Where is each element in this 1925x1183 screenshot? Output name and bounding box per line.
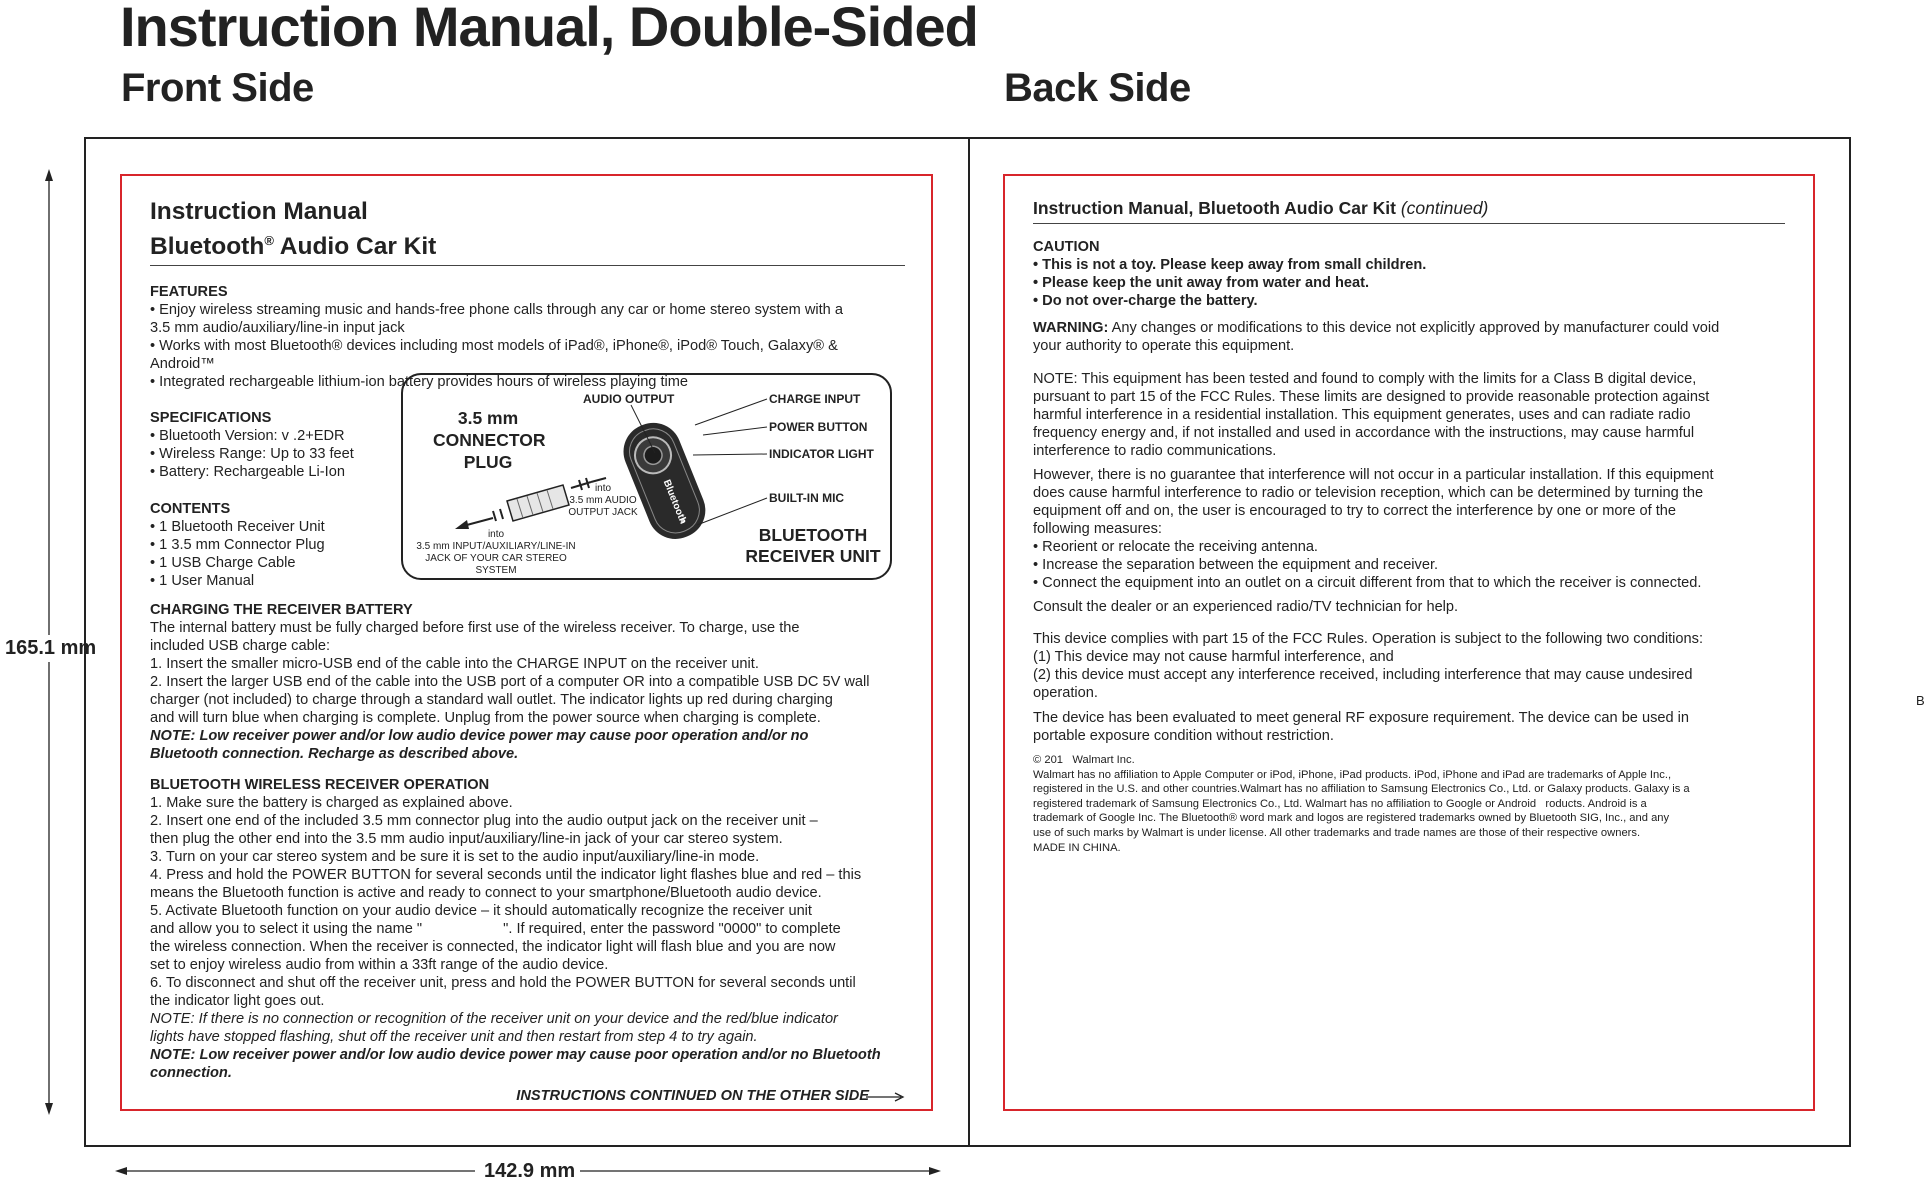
caution-line: • This is not a toy. Please keep away from small children. xyxy=(1033,257,1427,273)
feature-line: • Enjoy wireless streaming music and hands-free phone calls through any car or home stereo system with a xyxy=(150,302,843,319)
contents-heading: CONTENTS xyxy=(150,501,231,518)
operation-line: means the Bluetooth function is active and ready to connect to your smartphone/Bluetooth audio device. xyxy=(150,885,822,902)
front-content xyxy=(150,197,905,1105)
charging-note: Bluetooth connection. Recharge as described above. xyxy=(150,746,519,763)
complies-line: This device complies with part 15 of the FCC Rules. Operation is subject to the following two conditions: xyxy=(1033,631,1704,647)
warning-section xyxy=(1033,319,1785,355)
back-content xyxy=(1033,197,1785,855)
legal-line: registered in the U.S. and other countries.Walmart has no affiliation to Samsung Electronics Co., Ltd. or Galaxy products. Galaxy is a xyxy=(1033,783,1690,796)
operation-line: the indicator light goes out. xyxy=(150,993,325,1010)
contents-line: • 1 Bluetooth Receiver Unit xyxy=(150,519,325,536)
rf-line: The device has been evaluated to meet general RF exposure requirement. The device can be used in xyxy=(1033,710,1690,726)
charging-note: NOTE: Low receiver power and/or low audio device power may cause poor operation and/or no xyxy=(150,728,809,745)
feature-line: • Integrated rechargeable lithium-ion battery provides hours of wireless playing time xyxy=(150,374,689,391)
fcc-note-line: pursuant to part 15 of the FCC Rules. These limits are designed to provide reasonable protection against xyxy=(1033,389,1710,405)
however-line: However, there is no guarantee that interference will not occur in a particular installation. If this equipment xyxy=(1033,467,1714,483)
caution-section xyxy=(1033,238,1785,310)
operation-note: lights have stopped flashing, shut off the receiver unit and then restart from step 4 to try again. xyxy=(150,1029,758,1046)
operation-line: 6. To disconnect and shut off the receiver unit, press and hold the POWER BUTTON for several seconds until xyxy=(150,975,856,992)
operation-line: 3. Turn on your car stereo system and be sure it is set to the audio input/auxiliary/line-in mode. xyxy=(150,849,760,866)
continued-text: INSTRUCTIONS CONTINUED ON THE OTHER SIDE xyxy=(516,1088,869,1105)
feature-line: 3.5 mm audio/auxiliary/line-in input jack xyxy=(150,320,405,337)
charging-line: The internal battery must be fully charged before first use of the wireless receiver. To charge, use the xyxy=(150,620,800,637)
plug-label: 3.5 mm CONNECTOR PLUG xyxy=(433,408,546,472)
however-line: does cause harmful interference to radio or television reception, which can be determined by turning the xyxy=(1033,485,1704,501)
front-title-rule xyxy=(150,265,905,266)
car-jack-label: into 3.5 mm INPUT/AUXILIARY/LINE-IN JACK OF YOUR CAR STEREO SYSTEM xyxy=(416,529,576,576)
operation-line: then plug the other end into the 3.5 mm audio input/auxiliary/line-in jack of your car stereo system. xyxy=(150,831,783,848)
receiver-unit-label: BLUETOOTH RECEIVER UNIT xyxy=(745,525,881,566)
however-line: • Reorient or relocate the receiving antenna. xyxy=(1033,539,1318,555)
feature-line: • Works with most Bluetooth® devices including most models of iPad®, iPhone®, iPod® Touch, Galaxy® & Android™ xyxy=(150,338,838,373)
height-dimension-label: 165.1 mm xyxy=(5,635,96,662)
front-side-label: Front Side xyxy=(121,66,314,110)
operation-line: set to enjoy wireless audio from within a 33ft range of the audio device. xyxy=(150,957,609,974)
legal-line: MADE IN CHINA. xyxy=(1033,841,1121,854)
fcc-note-line: interference to radio communications. xyxy=(1033,443,1277,459)
charging-section xyxy=(150,601,905,763)
legal-line: use of such marks by Walmart is under license. All other trademarks and trade names are those of their respective owners. xyxy=(1033,826,1641,839)
indicator-light-label: INDICATOR LIGHT xyxy=(769,447,874,461)
operation-line: the wireless connection. When the receiver is connected, the indicator light will flash blue and you are now xyxy=(150,939,836,956)
page-title: Instruction Manual, Double-Sided xyxy=(120,0,978,58)
legal-line: trademark of Google Inc. The Bluetooth® word mark and logos are registered trademarks owned by Bluetooth SIG, Inc., and any xyxy=(1033,812,1670,825)
operation-note-bold: connection. xyxy=(150,1065,232,1082)
height-arrow-bottom xyxy=(45,1103,53,1115)
complies-line: (1) This device may not cause harmful interference, and xyxy=(1033,649,1394,665)
operation-heading: BLUETOOTH WIRELESS RECEIVER OPERATION xyxy=(150,777,490,794)
height-arrow-top xyxy=(45,169,53,181)
continued-line xyxy=(150,1087,905,1105)
rf-section xyxy=(1033,709,1785,745)
legal-line: Walmart has no affiliation to Apple Computer or iPod, iPhone, iPad products. iPod, iPhone and iPad are trademarks of Apple Inc., xyxy=(1033,768,1672,781)
operation-line: 2. Insert one end of the included 3.5 mm connector plug into the audio output jack on the receiver unit – xyxy=(150,813,818,830)
operation-line: 1. Make sure the battery is charged as explained above. xyxy=(150,795,513,812)
fcc-note-line: frequency energy and, if not installed and used in accordance with the instructions, may cause harmful xyxy=(1033,425,1695,441)
charging-line: and will turn blue when charging is complete. Unplug from the power source when charging is complete. xyxy=(150,710,821,727)
warning-text: Any changes or modifications to this device not explicitly approved by manufacturer could void xyxy=(1108,320,1720,336)
contents-section xyxy=(150,500,400,590)
contents-line: • 1 3.5 mm Connector Plug xyxy=(150,537,325,554)
built-in-mic-label: BUILT-IN MIC xyxy=(769,491,845,505)
complies-line: (2) this device must accept any interference received, including interference that may cause undesired xyxy=(1033,667,1693,683)
connector-plug-drawing xyxy=(455,478,606,529)
charging-line: included USB charge cable: xyxy=(150,638,331,655)
however-line: following measures: xyxy=(1033,521,1162,537)
warning-label: WARNING: xyxy=(1033,320,1109,336)
legal-line: registered trademark of Samsung Electronics Co., Ltd. Walmart has no affiliation to Google or Android roducts. Android is a xyxy=(1033,797,1647,810)
charging-line: 1. Insert the smaller micro-USB end of the cable into the CHARGE INPUT on the receiver unit. xyxy=(150,656,759,673)
diagram-drawing xyxy=(403,375,894,582)
caution-line: • Please keep the unit away from water and heat. xyxy=(1033,275,1370,291)
charge-input-label: CHARGE INPUT xyxy=(769,392,861,406)
contents-line: • 1 User Manual xyxy=(150,573,255,590)
operation-line: and allow you to select it using the name " ". If required, enter the password "0000" to complete xyxy=(150,921,841,938)
spec-line: • Bluetooth Version: v .2+EDR xyxy=(150,428,345,445)
width-dimension-label: 142.9 mm xyxy=(484,1160,576,1182)
audio-output-label: AUDIO OUTPUT xyxy=(583,392,675,406)
complies-section xyxy=(1033,630,1785,702)
fcc-note-line: harmful interference in a residential installation. This equipment generates, uses and can radiate radio xyxy=(1033,407,1691,423)
rf-line: portable exposure condition without restriction. xyxy=(1033,728,1334,744)
operation-section xyxy=(150,776,905,1105)
width-arrow-right xyxy=(929,1167,941,1175)
complies-line: operation. xyxy=(1033,685,1098,701)
operation-line: 4. Press and hold the POWER BUTTON for several seconds until the indicator light flashes blue and red – this xyxy=(150,867,862,884)
back-side-label: Back Side xyxy=(1004,66,1191,110)
width-arrow-left xyxy=(115,1167,127,1175)
continued-arrow-icon xyxy=(865,1092,905,1102)
features-heading: FEATURES xyxy=(150,284,228,301)
receiver-unit-text: Bluetooth xyxy=(660,478,689,526)
contents-line: • 1 USB Charge Cable xyxy=(150,555,296,572)
charging-line: charger (not included) to charge through a standard wall outlet. The indicator lights up red during charging xyxy=(150,692,833,709)
front-title-line2: Bluetooth® Audio Car Kit xyxy=(150,233,437,261)
caution-line: • Do not over-charge the battery. xyxy=(1033,293,1258,309)
specifications-heading: SPECIFICATIONS xyxy=(150,410,272,427)
fold-divider xyxy=(968,137,970,1147)
legal-section xyxy=(1033,753,1785,855)
charging-line: 2. Insert the larger USB end of the cable into the USB port of a computer OR into a compatible USB DC 5V wall xyxy=(150,674,870,691)
output-jack-label: into 3.5 mm AUDIO OUTPUT JACK xyxy=(568,483,638,518)
however-section xyxy=(1033,466,1785,592)
fcc-note-section xyxy=(1033,370,1785,460)
back-title-rule xyxy=(1033,223,1785,224)
edge-letter: B xyxy=(1916,693,1925,708)
specifications-section xyxy=(150,409,400,481)
caution-heading: CAUTION xyxy=(1033,239,1100,255)
however-line: • Connect the equipment into an outlet on a circuit different from that to which the receiver is connected. xyxy=(1033,575,1702,591)
warning-text: your authority to operate this equipment. xyxy=(1033,338,1295,354)
however-line: equipment off and on, the user is encouraged to try to correct the interference by one or more of the xyxy=(1033,503,1677,519)
back-title: Instruction Manual, Bluetooth Audio Car Kit (continued) xyxy=(1033,198,1489,218)
power-button-label: POWER BUTTON xyxy=(769,420,868,434)
receiver-unit-drawing xyxy=(615,414,714,547)
fcc-note-line: NOTE: This equipment has been tested and found to comply with the limits for a Class B digital device, xyxy=(1033,371,1697,387)
spec-line: • Wireless Range: Up to 33 feet xyxy=(150,446,354,463)
consult-text: Consult the dealer or an experienced radio/TV technician for help. xyxy=(1033,599,1459,615)
however-line: • Increase the separation between the equipment and receiver. xyxy=(1033,557,1439,573)
spec-line: • Battery: Rechargeable Li-Ion xyxy=(150,464,345,481)
charging-heading: CHARGING THE RECEIVER BATTERY xyxy=(150,602,413,619)
product-diagram xyxy=(401,373,892,580)
operation-note: NOTE: If there is no connection or recognition of the receiver unit on your device and the red/blue indicator xyxy=(150,1011,838,1028)
operation-line: 5. Activate Bluetooth function on your audio device – it should automatically recognize the receiver unit xyxy=(150,903,812,920)
operation-note-bold: NOTE: Low receiver power and/or low audio device power may cause poor operation and/or no Bluetooth xyxy=(150,1047,881,1064)
legal-line: © 201 Walmart Inc. xyxy=(1033,754,1135,766)
front-title-line1: Instruction Manual xyxy=(150,198,368,225)
